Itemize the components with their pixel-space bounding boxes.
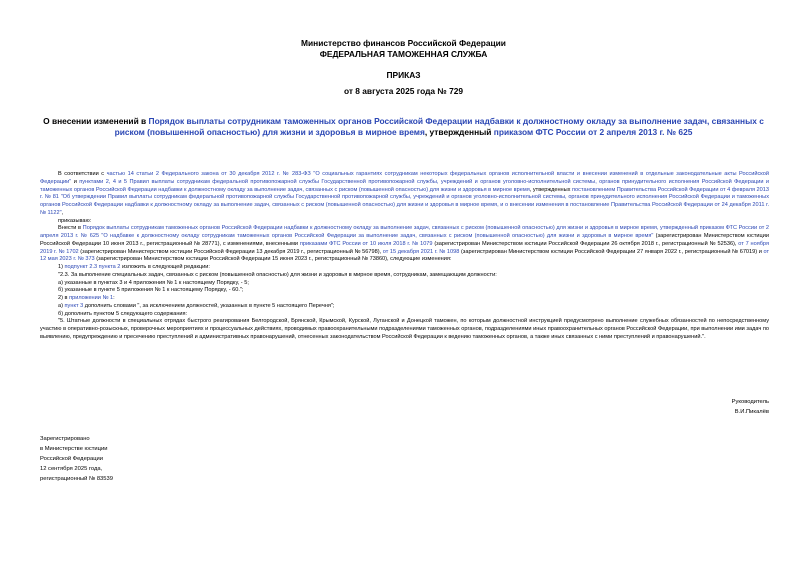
link-subparagraph-2-3[interactable]: подпункт 2.3 пункта 2 — [64, 264, 121, 270]
document-body — [40, 171, 769, 342]
link-federal-law[interactable]: частью 14 статьи 2 Федерального закона от 30 декабря 2012 г. № 283-ФЗ "О социальных гарантиях сотрудникам некоторых федеральных органов исполнительной власти и внесении изменений в отдельные законодательные акты Российской Федерации" — [40, 171, 769, 185]
document-date-number: от 8 августа 2025 года № 729 — [343, 86, 464, 96]
list-item-2 — [40, 295, 769, 303]
text: и — [71, 178, 80, 185]
list-item-b: б) указанные в пункте 5 приложения № 1 к настоящему Порядку, - 60."; — [58, 287, 244, 294]
text: 1) — [58, 264, 65, 270]
title-link-procedure[interactable]: Порядок выплаты сотрудникам таможенных органов Российской Федерации надбавки к должностному окладу за выполнение задач, связанных с риском (повышенной опасностью) для жизни и здоровья в мирное время — [114, 116, 764, 137]
signature-position: Руководитель — [731, 399, 769, 405]
service-name: ФЕДЕРАЛЬНАЯ ТАМОЖЕННАЯ СЛУЖБА — [319, 49, 488, 59]
link-procedure[interactable]: Порядок выплаты сотрудникам таможенных органов Российской Федерации надбавки к должностному окладу за выполнение задач, связанных с риском (повышенной опасностью) для жизни и здоровья в мирное время, утвержденный приказом ФТС России от 2 апреля 2013 г. № 625 "О надбавке к должностному окладу сотрудникам таможенных органов Российской Федерации за выполнение задач, связанных с риском (повышенной опасностью) для жизни и здоровья в мирное время" — [40, 225, 770, 239]
link-appendix-1[interactable]: приложении № 1 — [69, 295, 114, 301]
link-point-3[interactable]: пункт 3 — [64, 302, 84, 309]
text: (зарегистрирован Министерством юстиции Российской Федерации 13 декабря 2019 г., регистрационный № 56798), — [78, 248, 383, 255]
paragraph-order: приказываю: — [58, 217, 92, 224]
text: 2) в — [58, 295, 70, 301]
list-item-1 — [40, 264, 769, 272]
text: а) — [58, 302, 65, 309]
registration-line: 12 сентября 2025 года, — [40, 466, 103, 472]
text: (зарегистрирован Министерством юстиции Российской Федерации 27 января 2022 г., регистрационный № 67019) и — [459, 248, 764, 255]
link-government-decree[interactable]: постановлением Правительства Российской Федерации от 4 февраля 2013 г. № 81 "Об утверждении Правил выплаты сотрудникам федеральной противопожарной службы Государственной противопожарной службы, учреждений и органов уголовно-исполнительной системы, органов принудительного исполнения Российской Федерации и таможенных органов Российской Федерации надбавки к должностному окладу за выполнение задач, связанных с риском (повышенной опасностью) для жизни и здоровья в мирное время, и о внесении изменения в постановление Правительства Российской Федерации от 24 декабря 2011 г. № 1122" — [40, 186, 770, 216]
link-order-373[interactable]: от 12 мая 2023 г. № 373 — [40, 248, 770, 263]
paragraph-amendments — [40, 225, 769, 264]
title-link-order[interactable]: приказом ФТС России от 2 апреля 2013 г. № 625 — [493, 127, 693, 137]
text: дополнить словами ", за исключением должностей, указанных в пункте 5 настоящего Перечня"; — [83, 302, 335, 309]
text: Внести в — [58, 225, 83, 232]
text: , — [61, 209, 64, 216]
link-order-1079[interactable]: приказами ФТС России от 10 июля 2018 г. № 1079 — [299, 240, 433, 247]
document-type: ПРИКАЗ — [386, 70, 421, 80]
paragraph-basis — [40, 171, 769, 218]
title-text: , утвержденный — [424, 127, 494, 137]
list-item-2b: б) дополнить пунктом 5 следующего содержания: — [58, 310, 188, 317]
title-text: О внесении изменений в — [43, 116, 149, 126]
text: изложить в следующей редакции: — [120, 264, 210, 270]
link-order-1702[interactable]: от 7 ноября 2019 г. № 1702 — [40, 240, 770, 255]
text: : — [113, 295, 115, 301]
text: (зарегистрирован Министерством юстиции Российской Федерации 26 октября 2018 г., регистрационный № 52536), — [432, 240, 739, 247]
text: (зарегистрирован Министерством юстиции Российской Федерации 10 июня 2013 г., регистрационный № 28771), с изменениями, внесенными — [40, 233, 769, 247]
registration-line: Российской Федерации — [40, 456, 104, 462]
list-item-point-5: "5. Штатные должности в специальных отрядах быстрого реагирования Белгородской, Брянской, Крымской, Курской, Луганской и Донецкой таможен, по которым должностной инструкцией предусмотрено выполнение служебных обязанностей по непосредственному участию в оперативно-розыскных, проверочных мероприятиях и процессуальных действиях, проводимых правоохранительными подразделениями таможенных органов, подразделениями иных правоохранительных органов Российской Федерации, при выполнении ими задач по выявлению, предупреждению и пресечению преступлений и административных правонарушений, отнесенных законодательством Российской Федерации к ведению таможенных органов, а также иных связанных с ними преступлений и правонарушений.". — [40, 318, 769, 340]
signature-block — [732, 398, 769, 417]
link-rules[interactable]: пунктами 2, 4 и 5 Правил выплаты сотрудникам федеральной противопожарной службы Государственной противопожарной службы, учреждений и органов уголовно-исполнительной системы, органов принудительного исполнения Российской Федерации и таможенных органов Российской Федерации надбавки к должностному окладу за выполнение задач, связанных с риском (повышенной опасностью) для жизни и здоровья в мирное время — [40, 178, 769, 193]
ministry-name: Министерство финансов Российской Федерации — [301, 38, 506, 48]
registration-block — [40, 434, 113, 484]
link-order-1098[interactable]: от 15 декабря 2021 г. № 1098 — [382, 248, 460, 255]
signature-name: В.И.Пикалёв — [734, 408, 769, 415]
list-item-a: а) указанные в пунктах 3 и 4 приложения № 1 к настоящему Порядку, - 5; — [58, 279, 249, 286]
text: В соответствии с — [58, 171, 107, 177]
list-item-2-3: "2.3. За выполнение специальных задач, связанных с риском (повышенной опасностью) для жизни и здоровья в мирное время, сотрудникам, замещающим должности: — [58, 271, 497, 278]
text: , утвержденных — [529, 186, 573, 193]
registration-line: в Министерстве юстиции — [40, 446, 108, 452]
registration-line: регистрационный № 83539 — [40, 476, 113, 482]
text: (зарегистрирован Министерством юстиции Российской Федерации 15 июня 2023 г., регистрационный № 73860), следующие изменения: — [94, 256, 452, 263]
document-title — [40, 116, 767, 138]
registration-line: Зарегистрировано — [40, 436, 90, 442]
list-item-2a — [40, 303, 769, 311]
